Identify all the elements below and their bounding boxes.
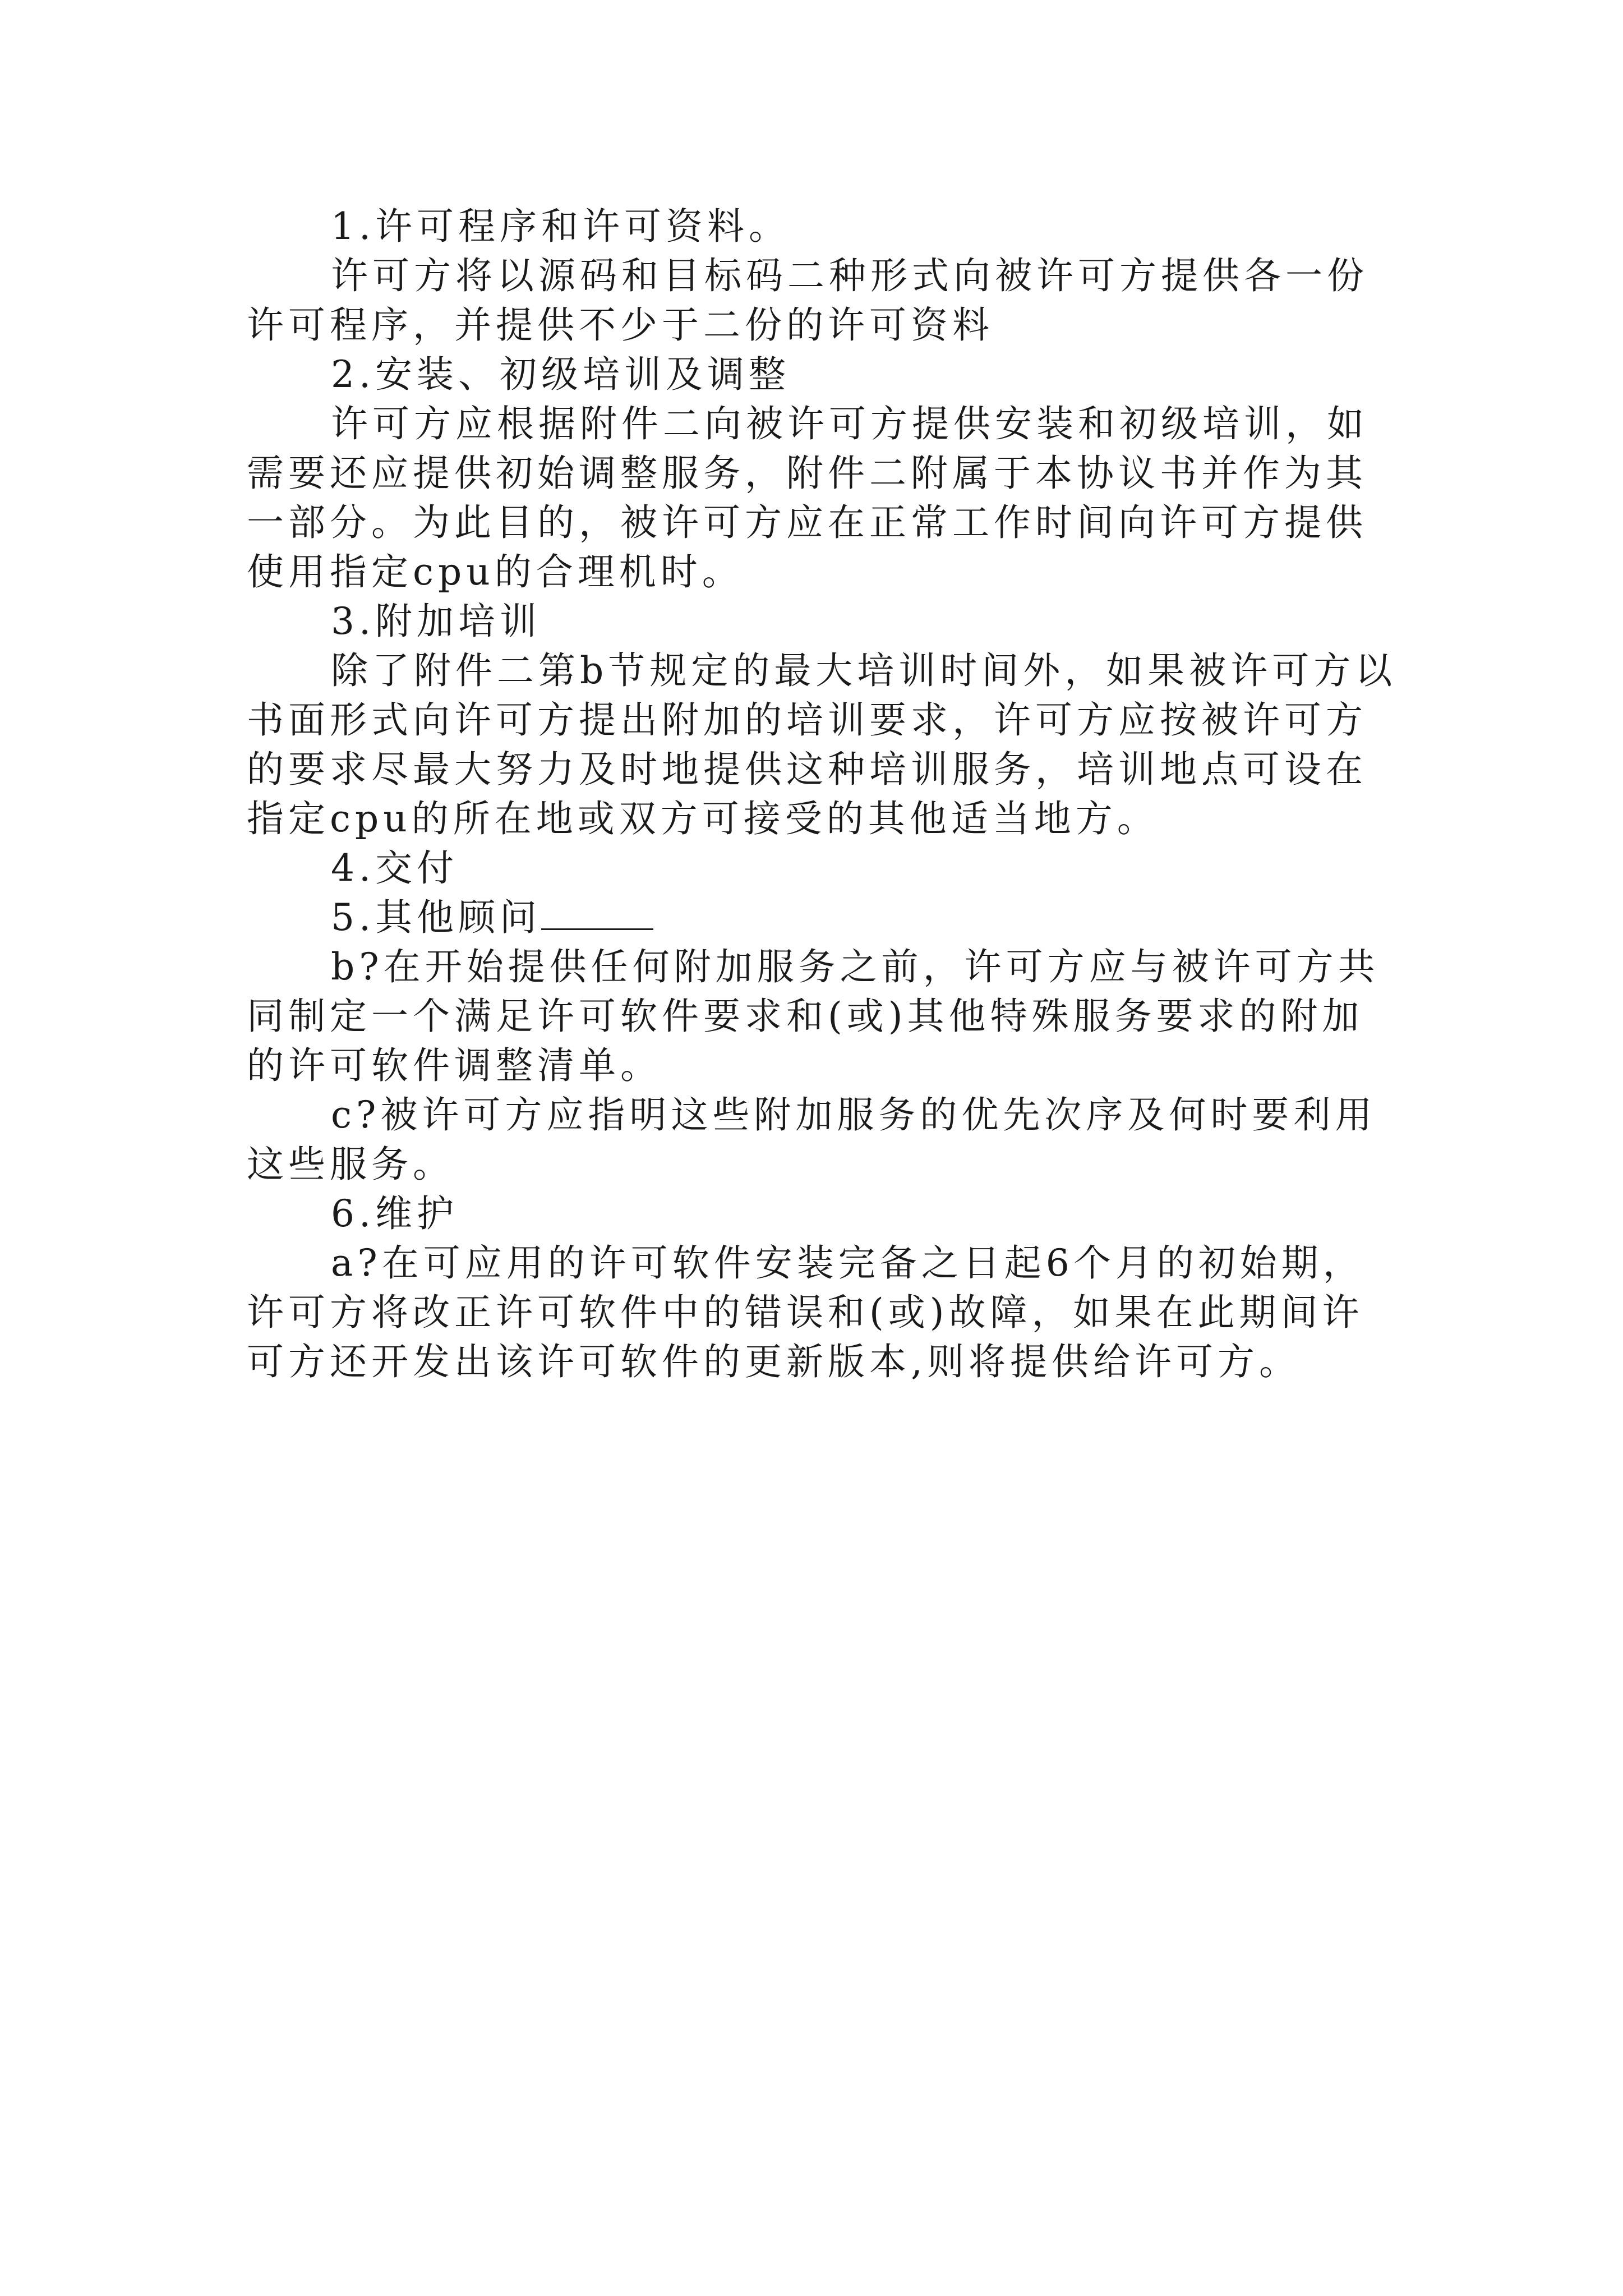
paragraph-license-materials: 许可方将以源码和目标码二种形式向被许可方提供各一份许可程序，并提供不少于二份的许可资料 — [247, 254, 1368, 347]
blank-underline — [541, 895, 653, 930]
paragraph-additional-services-c: c?被许可方应指明这些附加服务的优先次序及何时要利用这些服务。 — [247, 1093, 1377, 1186]
section-heading-2: 2.安装、初级培训及调整 — [331, 353, 790, 396]
section-heading-4: 4.交付 — [331, 846, 458, 890]
section-heading-3: 3.附加培训 — [331, 600, 541, 643]
section-heading-6: 6.维护 — [331, 1192, 458, 1235]
paragraph-additional-services-b: b?在开始提供任何附加服务之前，许可方应与被许可方共同制定一个满足许可软件要求和(或)其他特殊服务要求的附加的许可软件调整清单。 — [247, 945, 1380, 1087]
paragraph-additional-training: 除了附件二第b节规定的最大培训时间外，如果被许可方以书面形式向许可方提出附加的培训要求，许可方应按被许可方的要求尽最大努力及时地提供这种培训服务，培训地点可设在指定cpu的所在地或双方可接受的其他适当地方。 — [247, 649, 1397, 840]
section-heading-5-line — [247, 893, 1402, 942]
paragraph-installation-training: 许可方应根据附件二向被许可方提供安装和初级培训，如需要还应提供初始调整服务，附件二附属于本协议书并作为其一部分。为此目的，被许可方应在正常工作时间向许可方提供使用指定cpu的合理机时。 — [247, 402, 1368, 593]
section-heading-1: 1.许可程序和许可资料。 — [331, 205, 790, 248]
paragraph-maintenance-a: a?在可应用的许可软件安装完备之日起6个月的初始期，许可方将改正许可软件中的错误和(或)故障，如果在此期间许可方还开发出该许可软件的更新版本,则将提供给许可方。 — [247, 1241, 1364, 1383]
document-body — [247, 202, 1402, 1387]
section-heading-5: 5.其他顾问 — [331, 896, 541, 939]
